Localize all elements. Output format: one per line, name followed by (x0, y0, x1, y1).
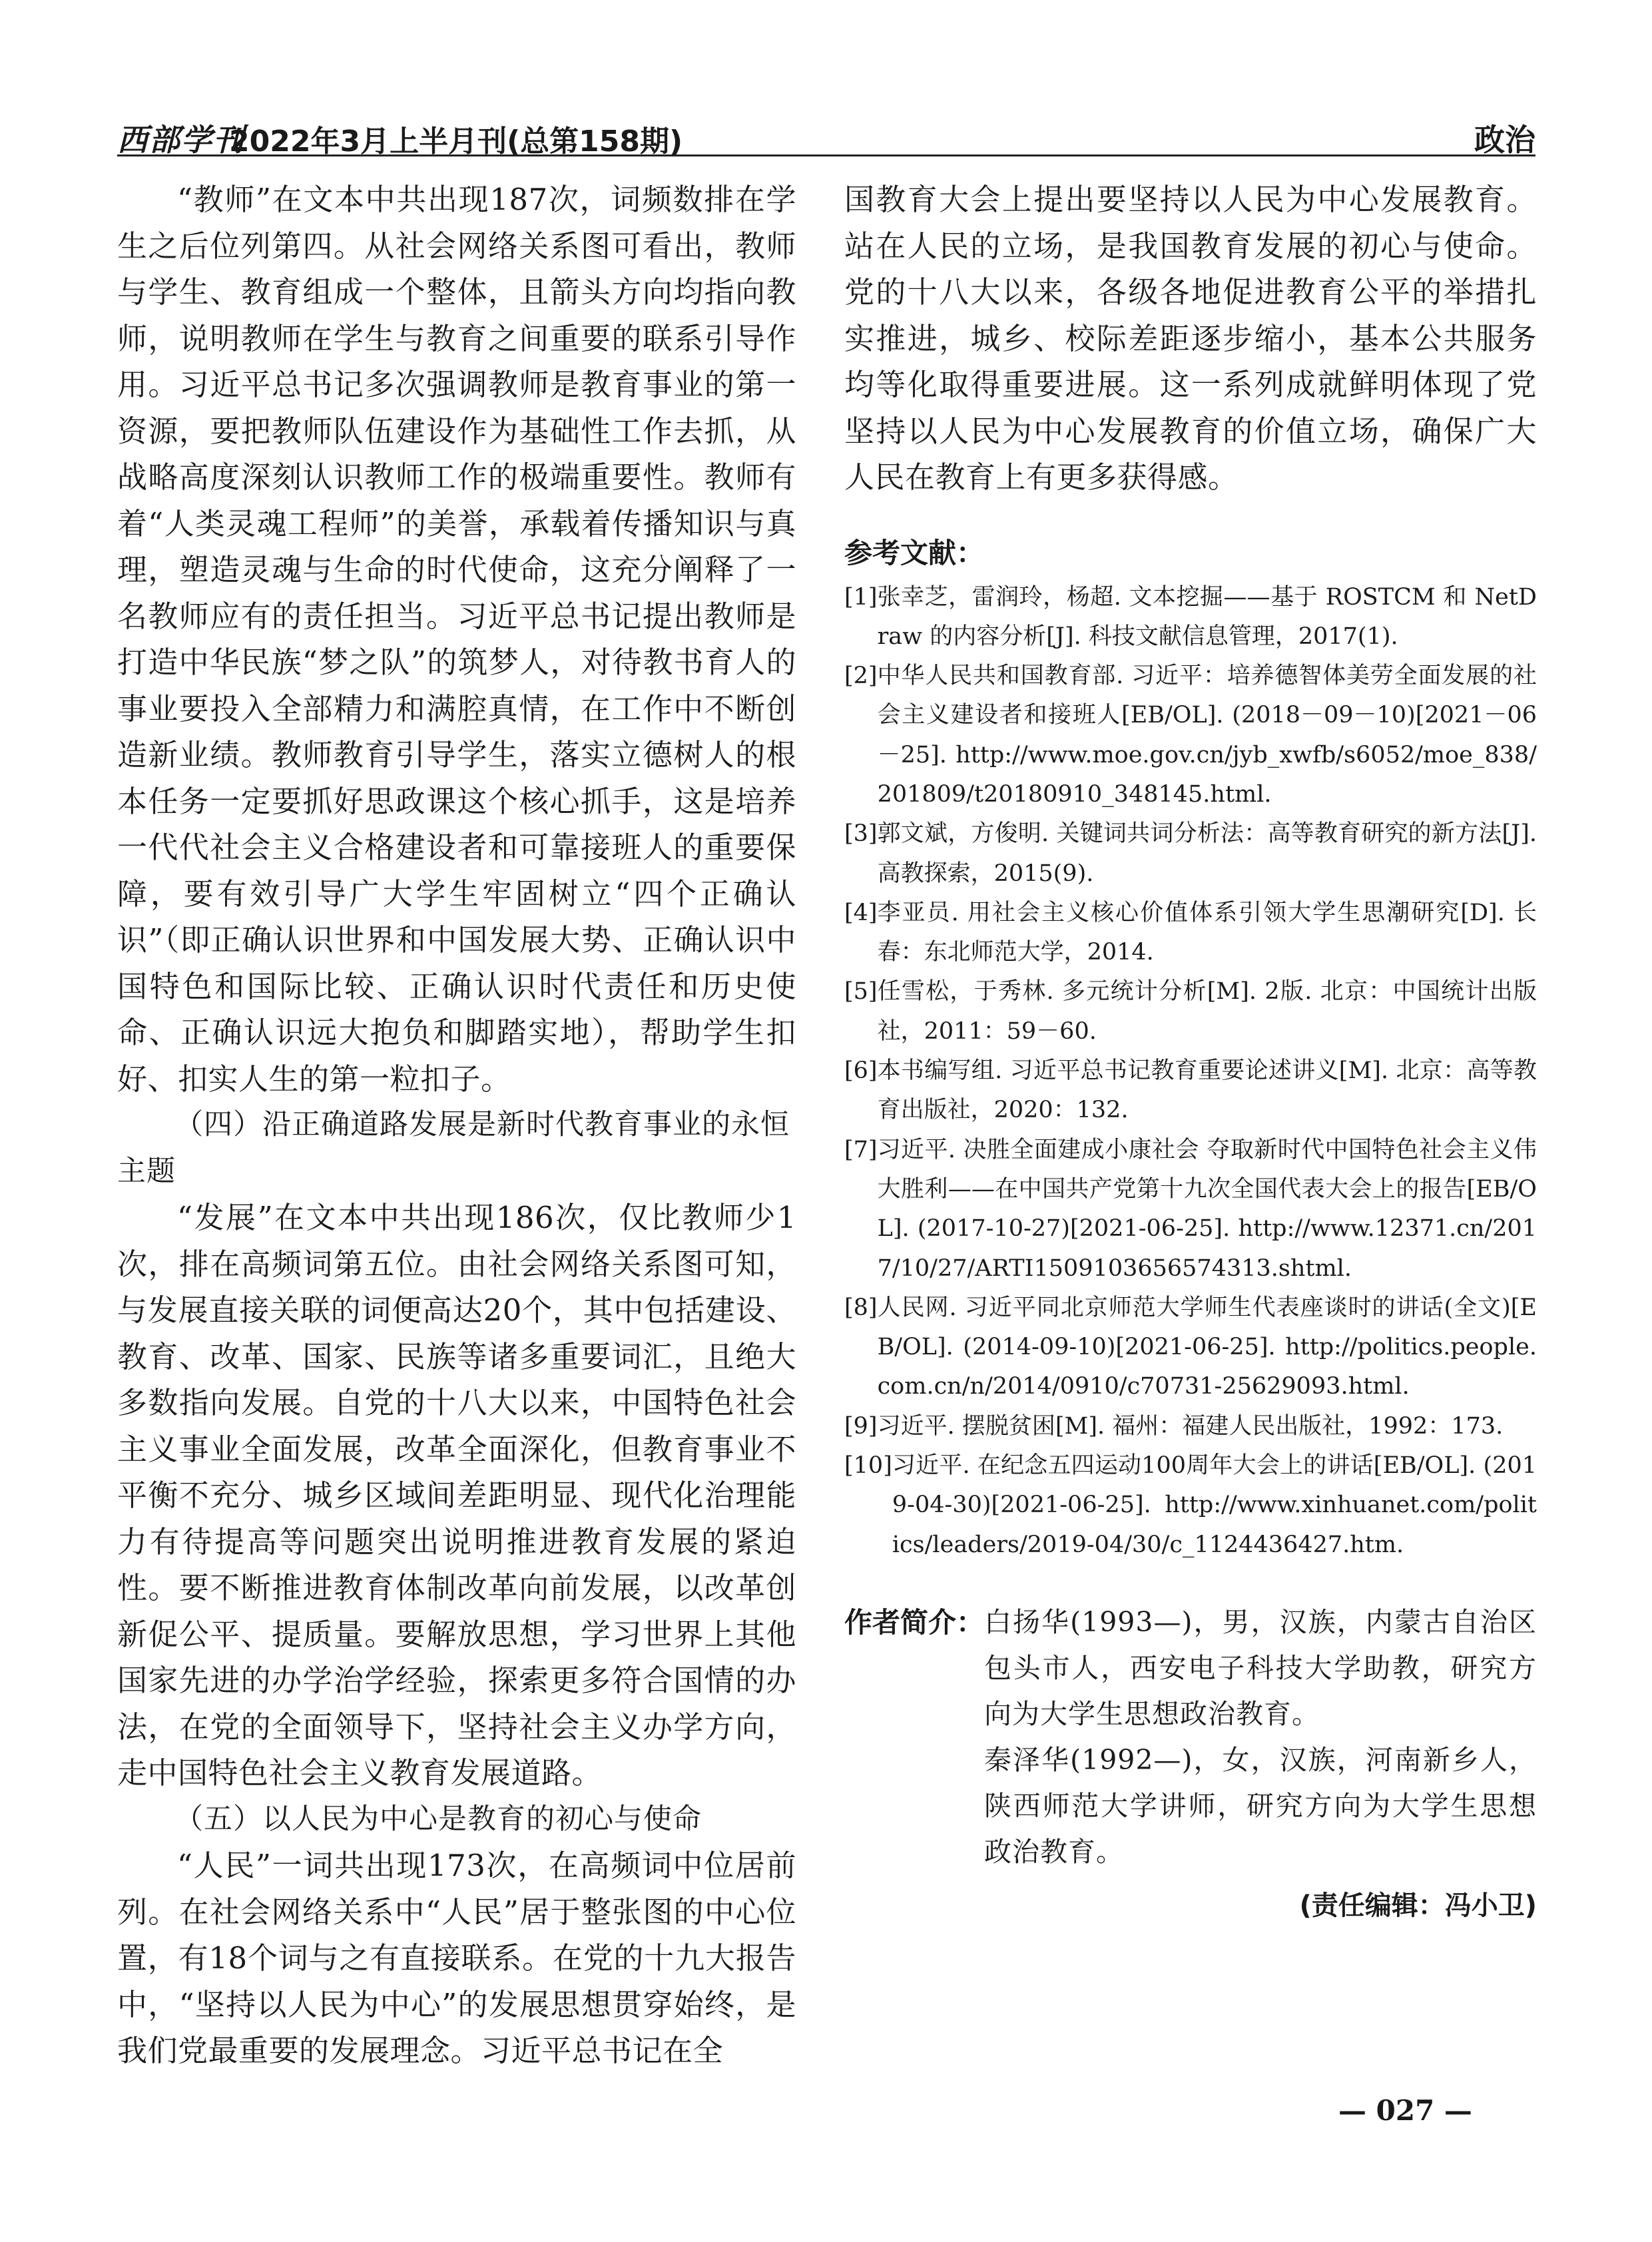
paragraph-continuation: 国教育大会上提出要坚持以人民为中心发展教育。站在人民的立场，是我国教育发展的初心与使命。党的十八大以来，各级各地促进教育公平的举措扎实推进，城乡、校际差距逐步缩小，基本公共服务均等化取得重要进展。这一系列成就鲜明体现了党坚持以人民为中心发展教育的价值立场，确保广大人民在教育上有更多获得感。 (844, 182, 1537, 495)
reference-item (844, 1288, 1537, 1407)
journal-logo: 西部学刊 (117, 122, 245, 158)
reference-number: [6] (844, 1057, 878, 1085)
reference-text: 张幸芝，雷润玲，杨超. 文本挖掘——基于 ROSTCM 和 NetDraw 的内容分析[J]. 科技文献信息管理，2017(1). (877, 583, 1537, 650)
section-name: 政治 (1474, 122, 1535, 158)
reference-number: [2] (844, 663, 878, 690)
reference-text: 习近平. 决胜全面建成小康社会 夺取新时代中国特色社会主义伟大胜利——在中国共产党第十九次全国代表大会上的报告[EB/OL]. (2017-10-27)[2021-06-25]. http://www.12371.cn/2017/10/27/ARTI1509103656574313.shtml. (877, 1136, 1537, 1282)
page-header (117, 115, 1535, 156)
author-bio (844, 1599, 1537, 1875)
reference-item (844, 1446, 1537, 1565)
paragraph-people: “人民”一词共出现173次，在高频词中位居前列。在社会网络关系中“人民”居于整张图的中心位置，有18个词与之有直接联系。在党的十九大报告中，“坚持以人民为中心”的发展思想贯穿始终，是我们党最重要的发展理念。习近平总书记在全 (117, 1848, 796, 2068)
paragraph-development: “发展”在文本中共出现186次，仅比教师少1次，排在高频词第五位。由社会网络关系图可知，与发展直接关联的词便高达20个，其中包括建设、教育、改革、国家、民族等诸多重要词汇，且绝大多数指向发展。自党的十八大以来，中国特色社会主义事业全面发展，改革全面深化，但教育事业不平衡不充分、城乡区域间差距明显、现代化治理能力有待提高等问题突出说明推进教育发展的紧迫性。要不断推进教育体制改革向前发展，以改革创新促公平、提质量。要解放思想，学习世界上其他国家先进的办学治学经验，探索更多符合国情的办法，在党的全面领导下，坚持社会主义办学方向，走中国特色社会主义教育发展道路。 (117, 1200, 796, 1791)
issue-info: 2022年3月上半月刊(总第158期) (229, 125, 683, 158)
author-bio-texts (984, 1599, 1537, 1875)
references-title: 参考文献： (844, 536, 985, 569)
reference-item (844, 972, 1537, 1051)
subheading-4: （四）沿正确道路发展是新时代教育事业的永恒主题 (117, 1108, 790, 1188)
reference-list (844, 578, 1537, 1565)
subheading-5: （五）以人民为中心是教育的初心与使命 (174, 1802, 702, 1836)
page-number: — 027 — (1338, 2094, 1472, 2127)
reference-number: [9] (844, 1412, 878, 1440)
reference-text: 中华人民共和国教育部. 习近平：培养德智体美劳全面发展的社会主义建设者和接班人[EB/OL]. (2018－09－10)[2021－06－25]. http://www.moe.gov.cn/jyb_xwfb/s6052/moe_838/201809/t20180910_348145.html. (877, 663, 1537, 808)
right-column (844, 176, 1537, 1922)
reference-number: [5] (844, 978, 878, 1005)
reference-number: [10] (844, 1452, 892, 1480)
reference-text: 李亚员. 用社会主义核心价值体系引领大学生思潮研究[D]. 长春：东北师范大学，2014. (877, 899, 1537, 966)
reference-text: 习近平. 摆脱贫困[M]. 福州：福建人民出版社，1992：173. (877, 1412, 1504, 1440)
reference-text: 任雪松，于秀林. 多元统计分析[M]. 2版. 北京：中国统计出版社，2011：59－60. (877, 978, 1537, 1045)
reference-item (844, 814, 1537, 894)
reference-item (844, 1051, 1537, 1131)
reference-item (844, 1131, 1537, 1288)
reference-item (844, 657, 1537, 814)
reference-number: [8] (844, 1294, 878, 1321)
author-bio-1: 白扬华(1993—)，男，汉族，内蒙古自治区包头市人，西安电子科技大学助教，研究方向为大学生思想政治教育。 (984, 1605, 1537, 1730)
reference-item (844, 894, 1537, 973)
author-bio-2: 秦泽华(1992—)，女，汉族，河南新乡人，陕西师范大学讲师，研究方向为大学生思想政治教育。 (984, 1743, 1537, 1868)
reference-number: [1] (844, 583, 878, 611)
left-column (117, 176, 796, 2074)
reference-number: [4] (844, 899, 878, 926)
reference-text: 人民网. 习近平同北京师范大学师生代表座谈时的讲话(全文)[EB/OL]. (2014-09-10)[2021-06-25]. http://politics.people.com.cn/n/2014/0910/c70731-25629093.html. (877, 1294, 1537, 1400)
reference-text: 郭文斌，方俊明. 关键词共词分析法：高等教育研究的新方法[J]. 高教探索，2015(9). (877, 820, 1537, 887)
paragraph-teacher: “教师”在文本中共出现187次，词频数排在学生之后位列第四。从社会网络关系图可看出，教师与学生、教育组成一个整体，且箭头方向均指向教师，说明教师在学生与教育之间重要的联系引导作用。习近平总书记多次强调教师是教育事业的第一资源，要把教师队伍建设作为基础性工作去抓，从战略高度深刻认识教师工作的极端重要性。教师有着“人类灵魂工程师”的美誉，承载着传播知识与真理，塑造灵魂与生命的时代使命，这充分阐释了一名教师应有的责任担当。习近平总书记提出教师是打造中华民族“梦之队”的筑梦人，对待教书育人的事业要投入全部精力和满腔真情，在工作中不断创造新业绩。教师教育引导学生，落实立德树人的根本任务一定要抓好思政课这个核心抓手，这是培养一代代社会主义合格建设者和可靠接班人的重要保障，要有效引导广大学生牢固树立“四个正确认识”（即正确认识世界和中国发展大势、正确认识中国特色和国际比较、正确认识时代责任和历史使命、正确认识远大抱负和脚踏实地），帮助学生扣好、扣实人生的第一粒扣子。 (117, 182, 796, 1097)
reference-number: [3] (844, 820, 878, 848)
reference-item (844, 1407, 1537, 1446)
reference-text: 本书编写组. 习近平总书记教育重要论述讲义[M]. 北京：高等教育出版社，2020：132. (877, 1057, 1537, 1124)
reference-number: [7] (844, 1136, 878, 1163)
reference-item (844, 578, 1537, 657)
reference-text: 习近平. 在纪念五四运动100周年大会上的讲话[EB/OL]. (2019-04-30)[2021-06-25]. http://www.xinhuanet.com/politics/leaders/2019-04/30/c_1124436427.htm. (892, 1452, 1537, 1558)
responsible-editor: (责任编辑：冯小卫) (1299, 1890, 1537, 1921)
author-bio-label: 作者简介： (844, 1605, 985, 1639)
